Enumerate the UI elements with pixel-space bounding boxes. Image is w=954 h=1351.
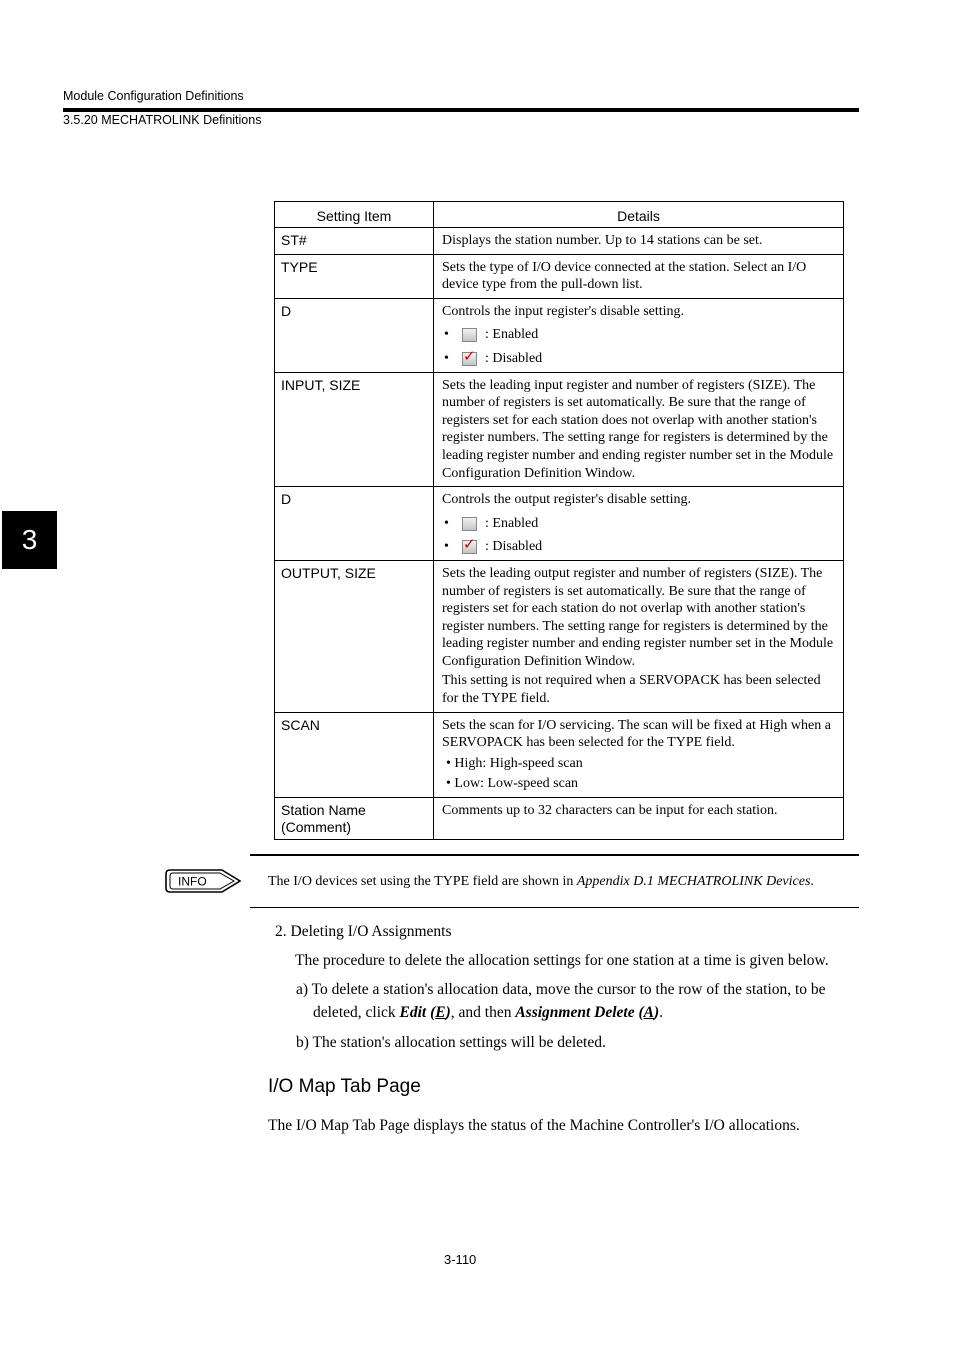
step-a-line1: a) To delete a station's allocation data, move the cursor to the row of the station, to be <box>296 981 826 998</box>
step-b: b) The station's allocation settings will be deleted. <box>296 1034 606 1051</box>
row-details: Sets the leading input register and number of registers (SIZE). The number of registers is set automatically. Be sure that the range of registers set for each station does not overlap with another station's register numbers. The setting range for registers is determined by the leading register number and ending register number set in the Module Configuration Definition Window. <box>434 372 844 487</box>
table-row <box>275 228 844 255</box>
info-icon-label: INFO <box>178 874 207 889</box>
table-row <box>275 712 844 797</box>
checkbox-unchecked-icon <box>462 517 477 531</box>
settings-table <box>274 201 844 840</box>
row-item: SCAN <box>275 712 434 797</box>
step-a-end: . <box>659 1004 664 1021</box>
step-a-text: deleted, click <box>313 1004 400 1021</box>
header-section-title: Module Configuration Definitions <box>63 89 244 103</box>
header-setting-item: Setting Item <box>275 202 434 228</box>
header-subsection-title: 3.5.20 MECHATROLINK Definitions <box>63 113 262 127</box>
row-details: Sets the type of I/O device connected at the station. Select an I/O device type from the pull-down list. <box>434 254 844 298</box>
row-item: D <box>275 298 434 372</box>
table-row <box>275 372 844 487</box>
table-row <box>275 254 844 298</box>
scan-option-low: • Low: Low-speed scan <box>446 776 579 792</box>
checkbox-unchecked-icon <box>462 328 477 342</box>
info-icon <box>164 866 244 896</box>
bullet-dot: • <box>444 515 449 531</box>
bullet-dot: • <box>444 327 449 343</box>
bullet-disabled <box>442 346 837 368</box>
menu-edit-close: ) <box>445 1004 451 1021</box>
bullet-enabled <box>442 326 837 344</box>
bullet-disabled <box>442 535 837 556</box>
bullet-label: : Disabled <box>485 350 543 366</box>
table-row <box>275 487 844 561</box>
table-header-row <box>275 202 844 228</box>
checkbox-checked-icon: ✓ <box>463 535 476 554</box>
menu-assignment-delete: Assignment Delete ( <box>515 1004 644 1021</box>
row-item: Station Name (Comment) <box>275 798 434 840</box>
bullet-label: : Enabled <box>485 327 539 343</box>
menu-assignment-delete-key: A <box>643 1004 654 1021</box>
row-details: Controls the output register's disable setting. <box>442 492 692 508</box>
header-details: Details <box>434 202 844 228</box>
bullet-label: : Enabled <box>485 515 539 531</box>
table-row <box>275 798 844 840</box>
menu-edit-key: E <box>435 1004 446 1021</box>
table-row <box>275 298 844 372</box>
step-2-description: The procedure to delete the allocation settings for one station at a time is given below. <box>295 952 829 969</box>
checkbox-checked-icon: ✓ <box>463 346 476 365</box>
section-heading: I/O Map Tab Page <box>268 1076 421 1097</box>
info-reference: Appendix D.1 MECHATROLINK Devices <box>576 874 811 889</box>
row-item: D <box>275 487 434 561</box>
step-a-mid: , and then <box>450 1004 516 1021</box>
info-note <box>268 874 814 890</box>
row-details-cell <box>434 712 844 797</box>
info-text: The I/O devices set using the TYPE field are shown in <box>268 874 577 889</box>
row-details-extra: This setting is not required when a SERVOPACK has been selected for the TYPE field. <box>442 673 821 707</box>
row-details-cell <box>434 560 844 712</box>
chapter-tab: 3 <box>2 511 57 569</box>
table-row <box>275 560 844 712</box>
row-details: Displays the station number. Up to 14 stations can be set. <box>434 228 844 255</box>
bullet-dot: • <box>444 539 449 555</box>
row-details: Sets the leading output register and number of registers (SIZE). The number of registers is set automatically. Be sure that the range of registers set for each station do not overlap with another station's register numbers. The setting range for registers is determined by the leading register number and ending register number set in the Module Configuration Definition Window. <box>442 565 834 669</box>
step-a-line2 <box>313 1004 663 1022</box>
row-details-cell <box>434 298 844 372</box>
row-item: ST# <box>275 228 434 255</box>
header-rule <box>63 108 859 112</box>
bullet-dot: • <box>444 350 449 366</box>
info-rule-top <box>250 854 859 856</box>
step-2-title: 2. Deleting I/O Assignments <box>275 923 452 940</box>
row-item: TYPE <box>275 254 434 298</box>
bullet-enabled <box>442 515 837 533</box>
info-end: . <box>810 874 814 889</box>
row-details: Sets the scan for I/O servicing. The scan will be fixed at High when a SERVOPACK has been selected for the TYPE field. <box>442 717 831 751</box>
page-number: 3-110 <box>444 1252 477 1267</box>
row-details: Comments up to 32 characters can be input for each station. <box>434 798 844 840</box>
menu-assignment-delete-close: ) <box>654 1004 660 1021</box>
row-details-cell <box>434 487 844 561</box>
bullet-label: : Disabled <box>485 539 543 555</box>
row-details: Controls the input register's disable setting. <box>442 303 685 319</box>
section-text: The I/O Map Tab Page displays the status of the Machine Controller's I/O allocations. <box>268 1117 800 1134</box>
info-rule-bottom <box>250 907 859 908</box>
row-item: INPUT, SIZE <box>275 372 434 487</box>
scan-option-high: • High: High-speed scan <box>446 755 583 771</box>
row-item: OUTPUT, SIZE <box>275 560 434 712</box>
menu-edit: Edit ( <box>399 1004 436 1021</box>
